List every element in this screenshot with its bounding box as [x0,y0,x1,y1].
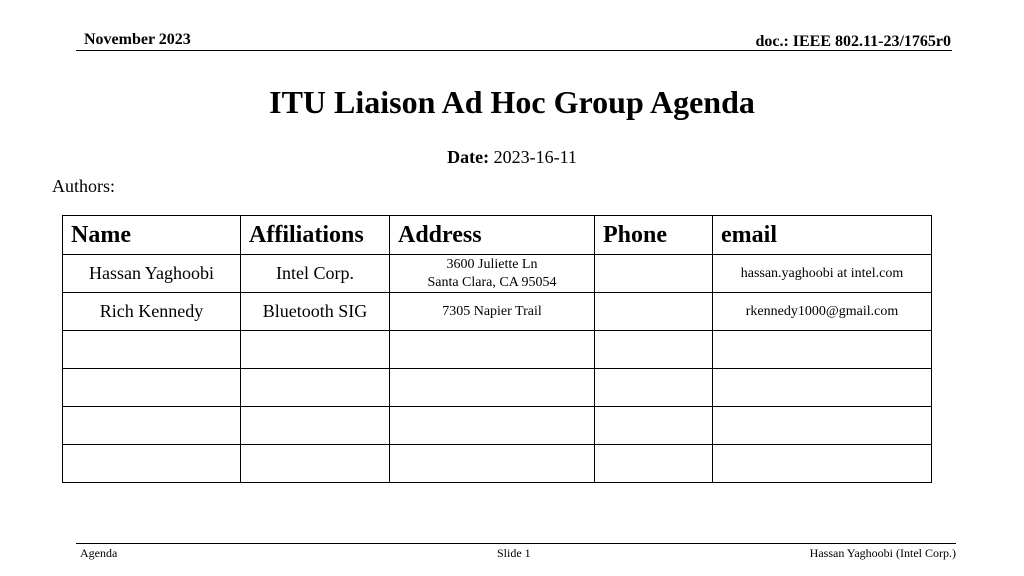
date-label: Date: [447,147,490,167]
col-header-email: email [713,216,932,255]
address-line-2: Santa Clara, CA 95054 [427,274,557,290]
col-header-affiliations: Affiliations [241,216,390,255]
author-phone [595,293,713,331]
date-line [0,147,1024,168]
author-address [390,293,595,331]
authors-table [62,215,932,483]
footer-left: Agenda [80,546,118,560]
table-row-empty [63,407,932,445]
author-affiliation: Bluetooth SIG [241,293,390,331]
table-row-empty [63,331,932,369]
authors-label: Authors: [52,176,115,196]
author-phone [595,255,713,293]
author-name: Hassan Yaghoobi [63,255,241,293]
col-header-name: Name [63,216,241,255]
author-name: Rich Kennedy [63,293,241,331]
footer-author: Hassan Yaghoobi (Intel Corp.) [809,546,956,560]
header-doc-number: doc.: IEEE 802.11-23/1765r0 [755,33,951,50]
author-email: hassan.yaghoobi at intel.com [713,255,932,293]
slide-title: ITU Liaison Ad Hoc Group Agenda [269,84,755,120]
col-header-phone: Phone [595,216,713,255]
date-value: 2023-16-11 [493,147,577,167]
table-header-row [63,216,932,255]
header-date: November 2023 [84,31,191,48]
address-line-1: 3600 Juliette Ln [446,256,538,272]
author-address [390,255,595,293]
header-divider [76,50,952,51]
footer-divider [76,543,956,544]
table-row [63,293,932,331]
table-row [63,255,932,293]
table-row-empty [63,369,932,407]
address-line-1: 7305 Napier Trail [442,303,542,319]
footer-slide-number: Slide 1 [497,546,531,560]
author-affiliation: Intel Corp. [241,255,390,293]
table-row-empty [63,445,932,483]
col-header-address: Address [390,216,595,255]
author-email: rkennedy1000@gmail.com [713,293,932,331]
